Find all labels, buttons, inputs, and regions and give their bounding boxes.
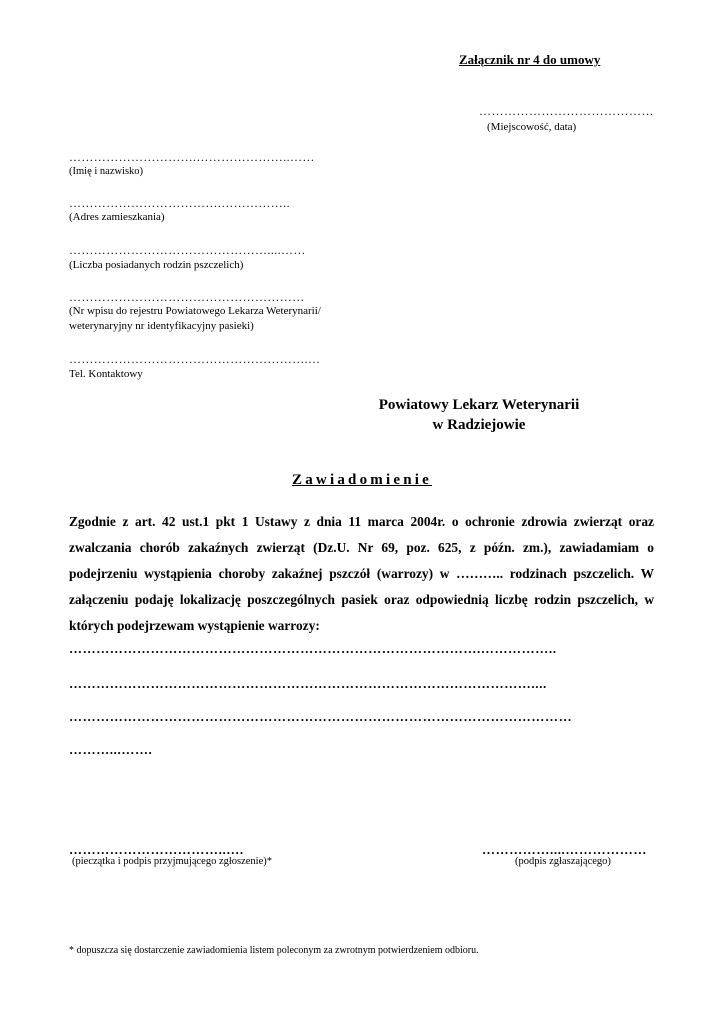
- recipient-line-1: Powiatowy Lekarz Weterynarii: [378, 397, 580, 413]
- footnote: * dopuszcza się dostarczenie zawiadomienia listem poleconym za zwrotnym potwierdzeniem odbioru.: [69, 945, 479, 956]
- hive-count-field[interactable]: …………………………………………....……: [69, 243, 306, 257]
- address-field[interactable]: ……………………………….……………..: [69, 196, 290, 210]
- recipient-line-2: w Radziejowie: [432, 417, 526, 433]
- phone-label: Tel. Kontaktowy: [69, 368, 143, 380]
- document-title: Zawiadomienie: [292, 472, 432, 488]
- receiver-signature-field[interactable]: ……………………………..….: [69, 842, 244, 857]
- name-field[interactable]: ………………………….…………………..……: [69, 150, 315, 164]
- applicant-signature-field[interactable]: ……………....………………: [482, 842, 647, 857]
- address-label: (Adres zamieszkania): [69, 211, 165, 223]
- recipient-block: [365, 395, 593, 435]
- place-date-label: (Miejscowość, data): [487, 121, 577, 133]
- phone-field[interactable]: ………………………………………………….…: [69, 352, 321, 366]
- applicant-signature-label: (podpis zgłaszającego): [515, 856, 611, 867]
- receiver-signature-label: (pieczątka i podpis przyjmującego zgłoszenie)*: [72, 856, 273, 867]
- annex-title: Załącznik nr 4 do umowy: [459, 52, 601, 67]
- registry-number-label-line2: weterynaryjny nr identyfikacyjny pasieki): [69, 320, 254, 332]
- place-date-field[interactable]: ……………………………………: [479, 104, 654, 118]
- registry-number-field[interactable]: …………………………………………………: [69, 290, 305, 304]
- fill-line-3[interactable]: …………………………………………………………………………………………………: [69, 709, 573, 724]
- fill-line-4[interactable]: ………...…….: [69, 742, 153, 757]
- fill-line-2[interactable]: …………………………………………………………………………………………....: [69, 676, 547, 691]
- registry-number-label-line1: (Nr wpisu do rejestru Powiatowego Lekarza Weterynarii/: [69, 305, 321, 317]
- notification-body: Zgodnie z art. 42 ust.1 pkt 1 Ustawy z dnia 11 marca 2004r. o ochronie zdrowia zwierząt oraz zwalczania chorób zakaźnych zwierząt (Dz.U. Nr 69, poz. 625, z późn. zm.), zawiadamiam o podejrzeniu wystąpienia choroby zakaźnej pszczół (warrozy) w ……….. rodzinach pszczelich. W załączeniu podaję lokalizację poszczególnych pasiek oraz odpowiednią liczbę rodzin pszczelich, w których podejrzewam wystąpienie warrozy:: [69, 514, 654, 633]
- fill-line-1[interactable]: ……………………………………………………………………………….……………..: [69, 641, 557, 656]
- hive-count-label: (Liczba posiadanych rodzin pszczelich): [69, 259, 244, 271]
- name-label: (Imię i nazwisko): [69, 166, 144, 177]
